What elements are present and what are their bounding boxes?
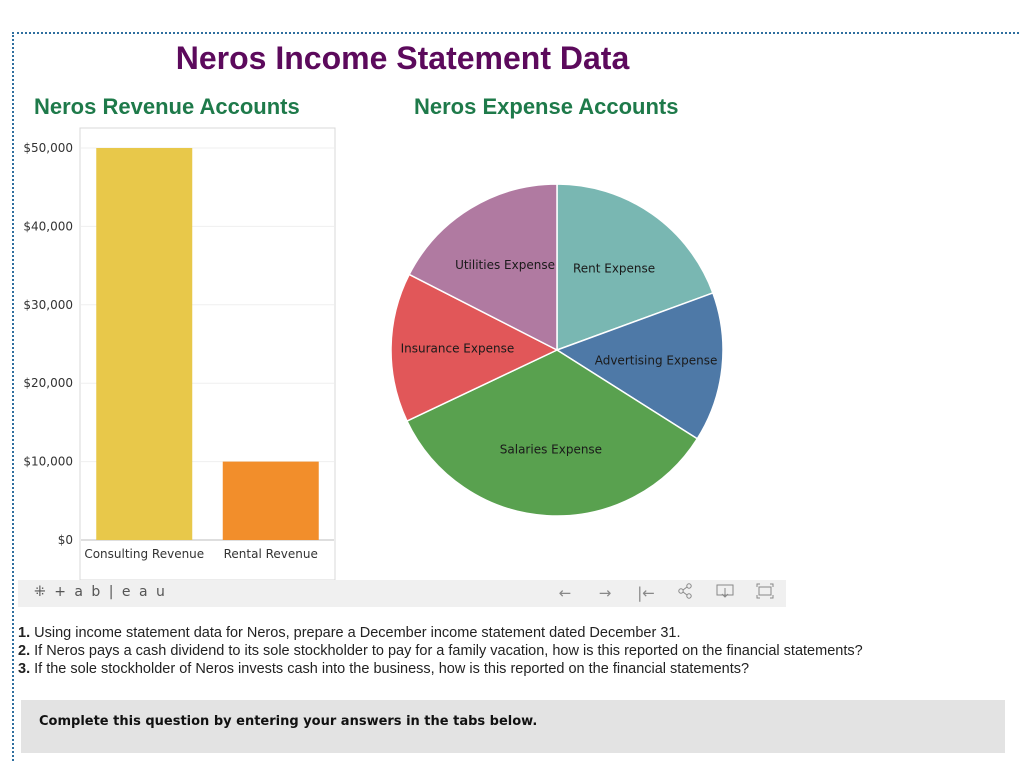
- y-tick-label: $20,000: [23, 376, 73, 391]
- bar[interactable]: [223, 462, 319, 540]
- redo-icon[interactable]: →: [598, 584, 612, 602]
- revenue-chart-title: Neros Revenue Accounts: [34, 94, 300, 119]
- undo-icon[interactable]: ←: [558, 584, 572, 602]
- question-item: 1. Using income statement data for Neros, prepare a December income statement dated December 31.: [18, 625, 681, 641]
- y-tick-label: $30,000: [23, 297, 73, 312]
- pie-slice-label: Advertising Expense: [594, 353, 718, 368]
- y-tick-label: $40,000: [23, 219, 73, 234]
- y-tick-label: $10,000: [23, 454, 73, 469]
- y-tick-label: $50,000: [23, 141, 73, 155]
- tableau-logo[interactable]: [34, 584, 167, 600]
- pie-slice-label: Utilities Expense: [455, 258, 555, 273]
- expense-chart-title: Neros Expense Accounts: [414, 94, 679, 119]
- bar[interactable]: [96, 148, 192, 540]
- pie-slice-label: Salaries Expense: [499, 442, 603, 457]
- share-icon[interactable]: [674, 583, 696, 603]
- pie-slice-label: Rent Expense: [572, 261, 656, 276]
- revert-icon[interactable]: |←: [637, 584, 655, 602]
- tableau-toolbar: [18, 580, 786, 607]
- questions-list: [18, 624, 1008, 678]
- tableau-cross-icon: ⁜: [34, 584, 48, 600]
- instruction-banner: Complete this question by entering your answers in the tabs below.: [21, 700, 1005, 753]
- pie-slice-label: Insurance Expense: [400, 341, 515, 356]
- tableau-logo-text: + a b | e a u: [54, 584, 167, 600]
- fullscreen-icon[interactable]: [754, 583, 776, 603]
- download-icon[interactable]: [714, 583, 736, 603]
- page-title: Neros Income Statement Data: [175, 40, 630, 76]
- x-category-label: Consulting Revenue: [84, 547, 205, 561]
- question-item: 2. If Neros pays a cash dividend to its sole stockholder to pay for a family vacation, how is this reported on the financial statements?: [18, 643, 863, 659]
- question-item: 3. If the sole stockholder of Neros invests cash into the business, how is this reported on the financial statements?: [18, 661, 750, 677]
- x-category-label: Rental Revenue: [223, 547, 318, 561]
- y-tick-label: $0: [57, 533, 73, 547]
